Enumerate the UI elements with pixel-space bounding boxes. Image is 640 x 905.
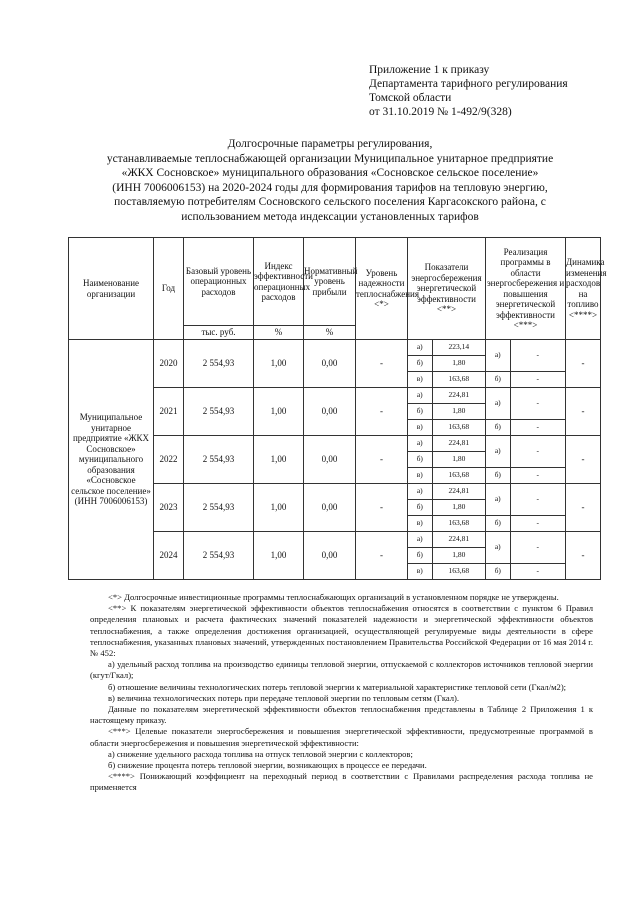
cell-year: 2021 — [154, 388, 184, 436]
program-label: б) — [486, 515, 510, 531]
cell-norm: 0,00 — [304, 484, 356, 532]
energy-label: а) — [408, 388, 432, 404]
program-label: а) — [486, 532, 510, 563]
unit-index: % — [254, 326, 304, 340]
energy-value: 223,14 — [432, 340, 485, 356]
footnote: <***> Целевые показатели энергосбережения и повышения энергетической эффективности, предусмотренные программой в области энергосбережения и повышения энергетической эффективности: — [90, 726, 593, 748]
footnote: <*> Долгосрочные инвестиционные программы теплоснабжающих организаций в установленном порядке не утверждены. — [108, 592, 559, 602]
cell-dynamics: - — [566, 436, 601, 484]
program-label: а) — [486, 340, 510, 371]
energy-label: б) — [408, 452, 432, 468]
cell-index: 1,00 — [254, 484, 304, 532]
cell-dynamics: - — [566, 388, 601, 436]
energy-value: 1,80 — [432, 548, 485, 564]
unit-norm: % — [304, 326, 356, 340]
program-label: б) — [486, 419, 510, 435]
energy-value: 224,81 — [432, 436, 485, 452]
cell-energy — [408, 436, 486, 484]
cell-year: 2024 — [154, 532, 184, 580]
program-value: - — [510, 371, 565, 387]
footnote: б) снижение процента потерь тепловой энергии, возникающих в процессе ее передачи. — [108, 760, 427, 771]
footnotes — [90, 592, 593, 794]
program-value: - — [510, 563, 565, 579]
header-energy: Показатели энергосбережения энергетической эффективности <**> — [408, 238, 486, 340]
program-value: - — [510, 340, 565, 371]
cell-program — [486, 340, 566, 388]
cell-reliability: - — [356, 388, 408, 436]
energy-value: 163,68 — [432, 516, 485, 532]
cell-norm: 0,00 — [304, 340, 356, 388]
program-value: - — [510, 388, 565, 419]
cell-index: 1,00 — [254, 436, 304, 484]
cell-norm: 0,00 — [304, 388, 356, 436]
title-line: (ИНН 7006006153) на 2020-2024 годы для формирования тарифов на тепловую энергию, — [112, 181, 548, 194]
title-line: использованием метода индексации установленных тарифов — [181, 210, 479, 223]
cell-norm: 0,00 — [304, 436, 356, 484]
energy-value: 1,80 — [432, 404, 485, 420]
energy-label: б) — [408, 500, 432, 516]
program-subtable — [486, 484, 565, 531]
energy-value: 1,80 — [432, 356, 485, 372]
header-program: Реализация программы в области энергосбережения и повышения энергетической эффективности <***> — [486, 238, 566, 340]
cell-energy — [408, 388, 486, 436]
program-subtable — [486, 532, 565, 579]
footnote: в) величина технологических потерь при передаче тепловой энергии по тепловым сетям (Гкал). — [108, 692, 460, 703]
header-base: Базовый уровень операционных расходов — [184, 238, 254, 326]
cell-base: 2 554,93 — [184, 484, 254, 532]
header-dynamics: Динамика изменения расходов на топливо <****> — [566, 238, 601, 340]
header-org: Наименование организации — [69, 238, 154, 340]
cell-dynamics: - — [566, 532, 601, 580]
cell-dynamics: - — [566, 340, 601, 388]
footnote: <**> К показателям энергетической эффективности объектов теплоснабжения относятся в соответствии с пунктом 6 Правил определения плановых и расчета фактических значений показателей надежности и энергетической эффективности объектов теплоснабжения, а также определения достижения организацией, осуществляющей регулируемые виды деятельности в сфере теплоснабжения, указанных плановых значений, утвержденных постановлением Правительства Российской Федерации от 16 мая 2014 г. № 452: — [90, 603, 593, 659]
title-line: «ЖКХ Сосновское» муниципального образования «Сосновское сельское поселение» — [121, 167, 539, 179]
cell-program — [486, 532, 566, 580]
footnote: а) снижение удельного расхода топлива на отпуск тепловой энергии с коллекторов; — [108, 748, 413, 759]
cell-base: 2 554,93 — [184, 340, 254, 388]
energy-label: а) — [408, 484, 432, 500]
cell-energy — [408, 340, 486, 388]
energy-label: а) — [408, 340, 432, 356]
energy-label: б) — [408, 404, 432, 420]
energy-subtable — [408, 436, 485, 483]
energy-subtable — [408, 532, 485, 579]
cell-index: 1,00 — [254, 388, 304, 436]
header-reliability: Уровень надежности теплоснабжения <*> — [356, 238, 408, 340]
cell-base: 2 554,93 — [184, 532, 254, 580]
cell-reliability: - — [356, 340, 408, 388]
energy-label: в) — [408, 372, 432, 388]
energy-value: 224,81 — [432, 388, 485, 404]
cell-reliability: - — [356, 532, 408, 580]
cell-year: 2020 — [154, 340, 184, 388]
footnote: б) отношение величины технологических потерь тепловой энергии к материальной характеристике тепловой сети (Гкал/м2); — [108, 681, 567, 692]
program-value: - — [510, 467, 565, 483]
cell-index: 1,00 — [254, 340, 304, 388]
header-norm: Нормативный уровень прибыли — [304, 238, 356, 326]
energy-subtable — [408, 340, 485, 387]
energy-label: а) — [408, 532, 432, 548]
cell-base: 2 554,93 — [184, 436, 254, 484]
program-value: - — [510, 419, 565, 435]
cell-program — [486, 388, 566, 436]
cell-program — [486, 484, 566, 532]
cell-program — [486, 436, 566, 484]
energy-label: в) — [408, 420, 432, 436]
document-title — [60, 137, 600, 224]
footnote: Данные по показателям энергетической эффективности объектов теплоснабжения представлены в Таблице 2 Приложения 1 к настоящему приказу. — [90, 704, 593, 726]
appendix-line: от 31.10.2019 № 1-492/9(328) — [369, 106, 512, 118]
program-label: б) — [486, 563, 510, 579]
title-line: устанавливаемые теплоснабжающей организации Муниципальное унитарное предприятие — [106, 152, 554, 165]
appendix-line: Приложение 1 к приказу — [369, 64, 490, 76]
program-label: б) — [486, 467, 510, 483]
program-label: а) — [486, 484, 510, 515]
appendix-line: Департамента тарифного регулирования — [369, 78, 568, 90]
cell-dynamics: - — [566, 484, 601, 532]
cell-index: 1,00 — [254, 532, 304, 580]
energy-label: а) — [408, 436, 432, 452]
footnote: <****> Понижающий коэффициент на переходный период в соответствии с Правилами распределения расхода топлива не применяется — [90, 771, 593, 793]
energy-label: в) — [408, 516, 432, 532]
energy-value: 163,68 — [432, 468, 485, 484]
energy-value: 163,68 — [432, 372, 485, 388]
cell-energy — [408, 484, 486, 532]
cell-year: 2023 — [154, 484, 184, 532]
parameters-table — [68, 237, 607, 580]
program-label: б) — [486, 371, 510, 387]
energy-value: 1,80 — [432, 500, 485, 516]
energy-subtable — [408, 484, 485, 531]
cell-year: 2022 — [154, 436, 184, 484]
program-label: а) — [486, 436, 510, 467]
title-line: Долгосрочные параметры регулирования, — [227, 138, 433, 150]
program-value: - — [510, 515, 565, 531]
energy-label: б) — [408, 548, 432, 564]
energy-value: 224,81 — [432, 484, 485, 500]
cell-reliability: - — [356, 484, 408, 532]
energy-subtable — [408, 388, 485, 435]
program-value: - — [510, 484, 565, 515]
header-index: Индекс эффективности операционных расходов — [254, 238, 304, 326]
energy-value: 224,81 — [432, 532, 485, 548]
cell-energy — [408, 532, 486, 580]
cell-base: 2 554,93 — [184, 388, 254, 436]
energy-label: в) — [408, 468, 432, 484]
unit-base: тыс. руб. — [184, 326, 254, 340]
header-year: Год — [154, 238, 184, 340]
appendix-block — [369, 63, 568, 119]
program-subtable — [486, 340, 565, 387]
program-value: - — [510, 532, 565, 563]
cell-reliability: - — [356, 436, 408, 484]
program-subtable — [486, 436, 565, 483]
title-line: поставляемую потребителям Сосновского сельского поселения Каргасокского района, с — [114, 196, 546, 208]
energy-label: в) — [408, 564, 432, 580]
energy-value: 163,68 — [432, 420, 485, 436]
footnote: а) удельный расход топлива на производство единицы тепловой энергии, отпускаемой с коллекторов источников тепловой энергии (кгут/Гкал); — [90, 659, 593, 681]
energy-value: 163,68 — [432, 564, 485, 580]
organization-name: Муниципальное унитарное предприятие «ЖКХ Сосновское» муниципального образования «Сосновское сельское поселение» (ИНН 7006006153) — [69, 340, 154, 580]
energy-label: б) — [408, 356, 432, 372]
cell-norm: 0,00 — [304, 532, 356, 580]
program-value: - — [510, 436, 565, 467]
appendix-line: Томской области — [369, 92, 452, 104]
program-subtable — [486, 388, 565, 435]
energy-value: 1,80 — [432, 452, 485, 468]
program-label: а) — [486, 388, 510, 419]
